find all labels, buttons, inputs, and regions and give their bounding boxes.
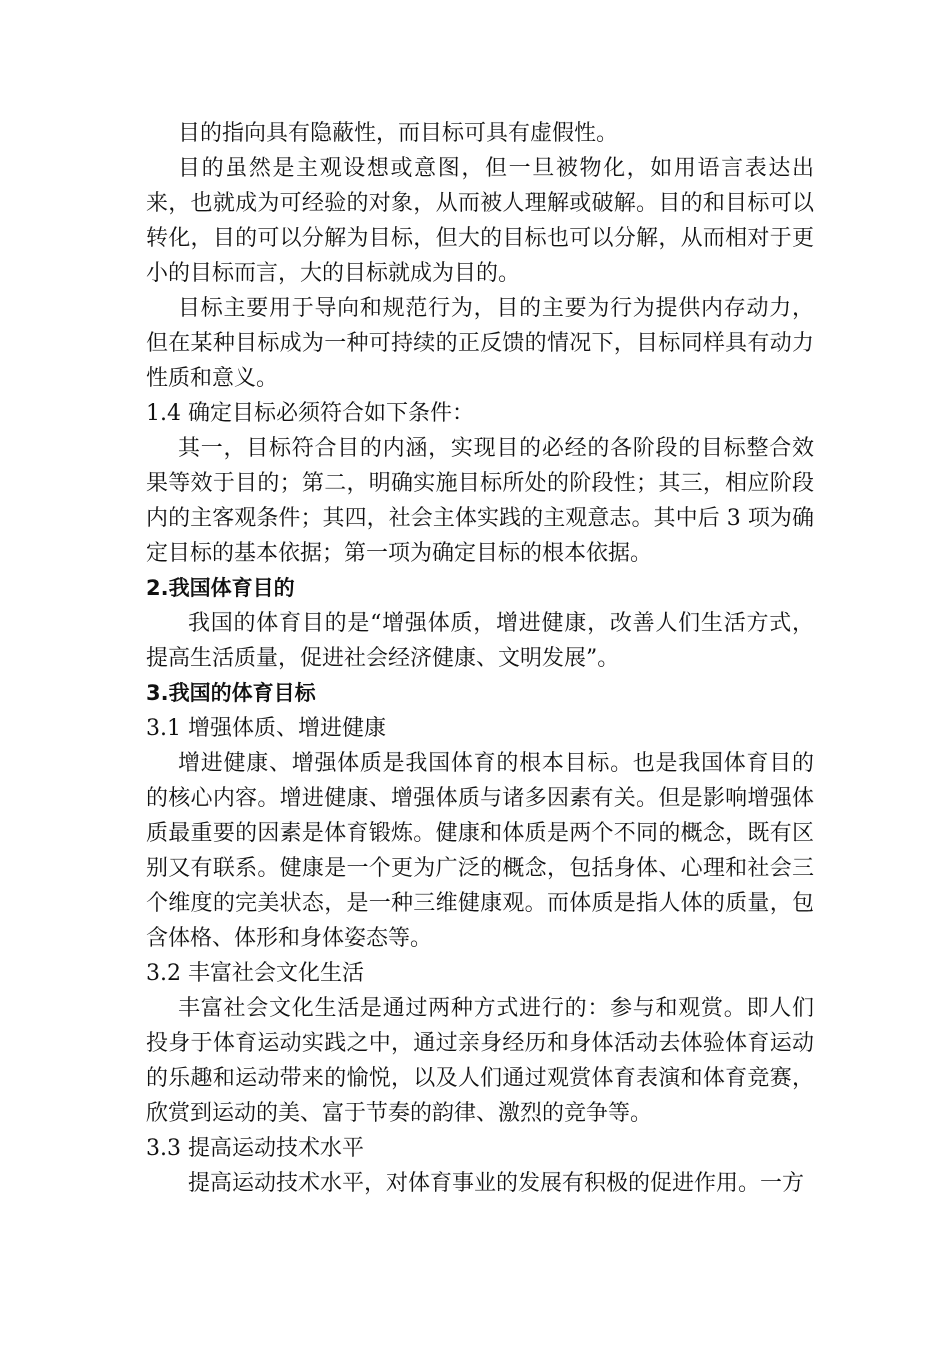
paragraph-sport-technique: 提高运动技术水平，对体育事业的发展有积极的促进作用。一方 xyxy=(188,1171,805,1196)
paragraph-goal-conditions: 其一，目标符合目的内涵，实现目的必经的各阶段的目标整合效果等效于目的；第二，明确实施目标所处的阶段性；其三，相应阶段内的主客观条件；其四，社会主体实践的主观意志。其中后 3 项为确定目标的基本依据；第一项为确定目标的根本依据。 xyxy=(146,436,814,566)
heading-1-4: 1.4 确定目标必须符合如下条件： xyxy=(146,401,474,426)
paragraph-cultural-life: 丰富社会文化生活是通过两种方式进行的：参与和观赏。即人们投身于体育运动实践之中，通过亲身经历和身体活动去体验体育运动的乐趣和运动带来的愉悦，以及人们通过观赏体育表演和体育竞赛，欣赏到运动的美、富于节奏的韵律、激烈的竞争等。 xyxy=(146,996,814,1126)
paragraph-sports-purpose: 我国的体育目的是“增强体质，增进健康，改善人们生活方式，提高生活质量，促进社会经济健康、文明发展”。 xyxy=(146,611,814,671)
heading-2: 2.我国体育目的 xyxy=(146,576,295,600)
heading-3-3: 3.3 提高运动技术水平 xyxy=(146,1136,364,1161)
heading-3-2: 3.2 丰富社会文化生活 xyxy=(146,961,364,986)
paragraph-health-fitness: 增进健康、增强体质是我国体育的根本目标。也是我国体育目的的核心内容。增进健康、增强体质与诸多因素有关。但是影响增强体质最重要的因素是体育锻炼。健康和体质是两个不同的概念，既有区别又有联系。健康是一个更为广泛的概念，包括身体、心理和社会三个维度的完美状态，是一种三维健康观。而体质是指人体的质量，包含体格、体形和身体姿态等。 xyxy=(146,751,814,951)
heading-3-1: 3.1 增强体质、增进健康 xyxy=(146,716,386,741)
document-page xyxy=(146,116,814,1201)
paragraph-purpose-concealment: 目的指向具有隐蔽性，而目标可具有虚假性。 xyxy=(178,121,619,146)
heading-3: 3.我国的体育目标 xyxy=(146,681,316,705)
paragraph-goal-guidance: 目标主要用于导向和规范行为，目的主要为行为提供内存动力，但在某种目标成为一种可持续的正反馈的情况下，目标同样具有动力性质和意义。 xyxy=(146,296,814,391)
paragraph-purpose-objectification: 目的虽然是主观设想或意图，但一旦被物化，如用语言表达出来，也就成为可经验的对象，从而被人理解或破解。目的和目标可以转化，目的可以分解为目标，但大的目标也可以分解，从而相对于更小的目标而言，大的目标就成为目的。 xyxy=(146,156,814,286)
